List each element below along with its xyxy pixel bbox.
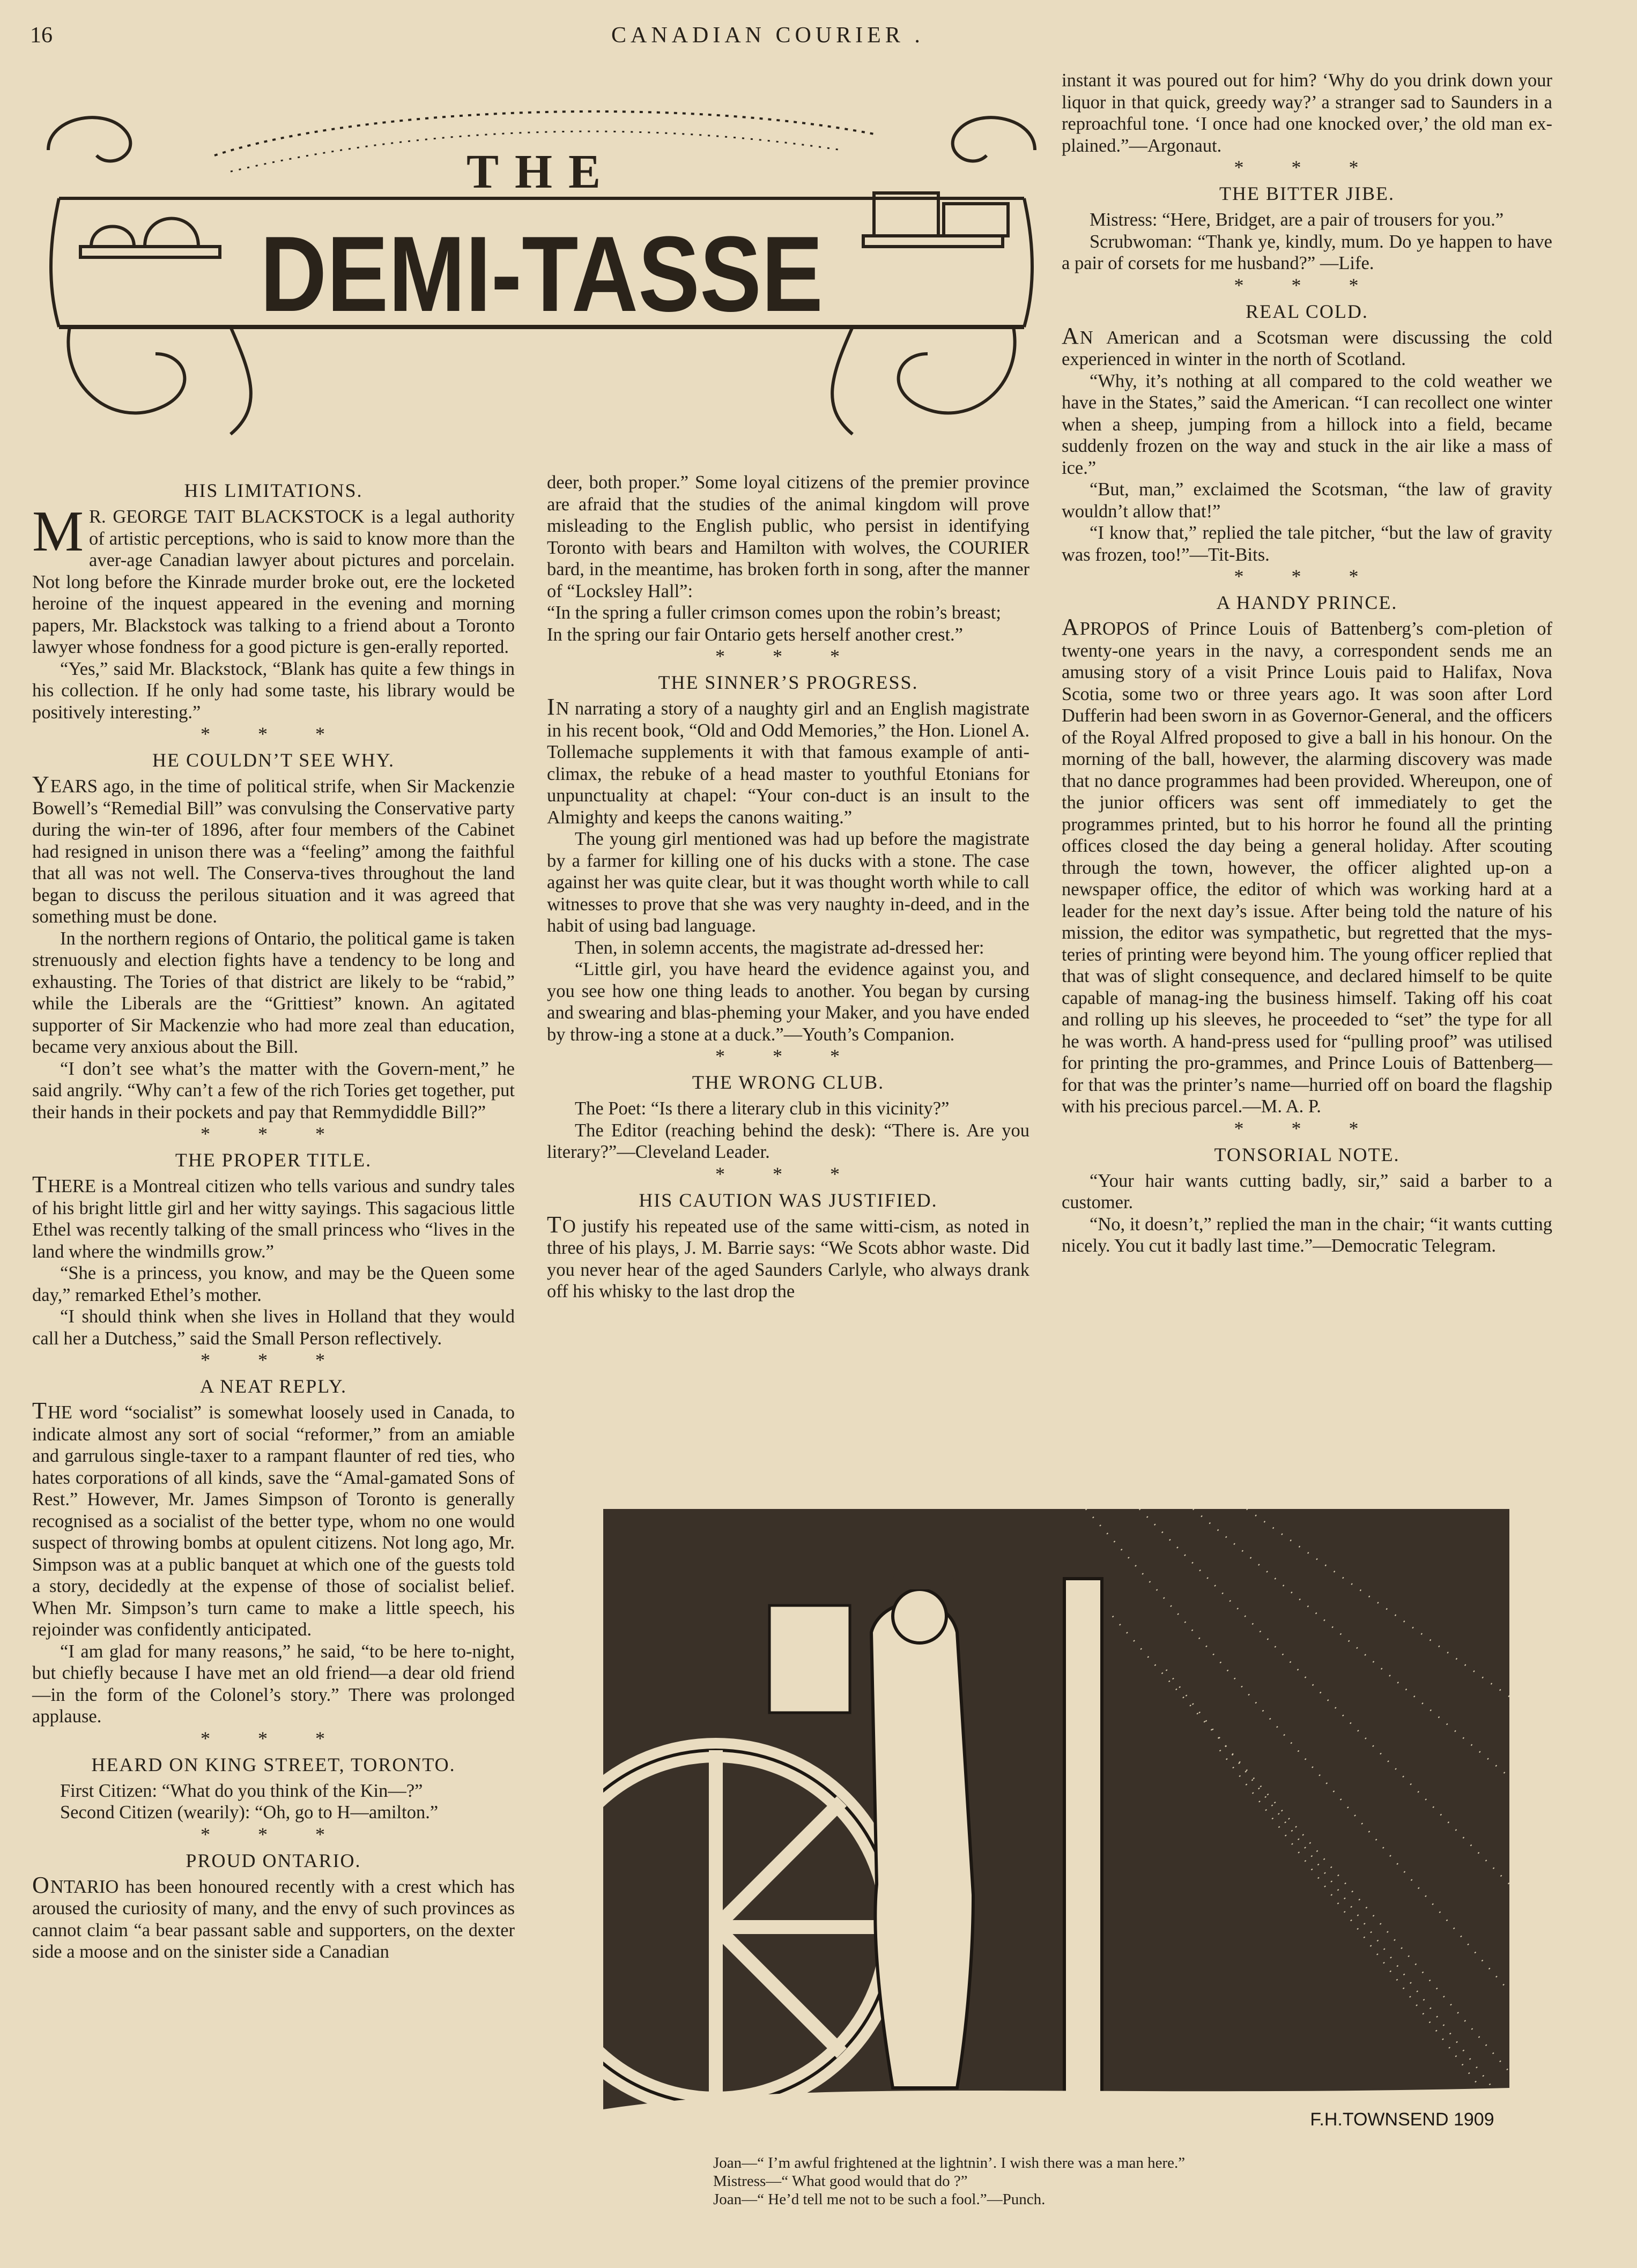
initial-letter: O [32,1871,49,1898]
paragraph: “But, man,” exclaimed the Scotsman, “the law of gravity wouldn’t allow that!” [1062,479,1552,522]
paragraph: In the northern regions of Ontario, the political game is taken strenuously and election fights have a tendency to be long and exhausting. The Tories of that district are likely to be “rabid,” while the Liberals are the “Grittiest” known. An agitated supporter of Sir Mackenzie who had more zeal than education, became very anxious about the Bill. [32,928,515,1057]
paragraph: deer, both proper.” Some loyal citizens of the premier province are afraid that the studies of the animal kingdom will prove misleading to the English public, who persist in identifying Toronto with bears and Hamilton with wolves, the COURIER bard, in the meantime, has broken forth in song, after the manner of “Locksley Hall”: [547,472,1029,601]
paragraph [547,694,1029,828]
paragraph [32,500,515,658]
paragraph [32,1171,515,1262]
paragraph [32,771,515,928]
section-divider: * * * [201,1123,346,1144]
section-divider: * * * [201,1349,346,1371]
paragraph [547,1211,1029,1303]
artist-signature: F.H.TOWNSEND 1909 [1310,2109,1494,2130]
article-heading: THE SINNER’S PROGRESS. [658,672,919,693]
article-heading: REAL COLD. [1246,300,1368,322]
paragraph: “I am glad for many reasons,” he said, “to be here to-night, but chiefly because I have met an old friend—a dear old friend—in the form of the Colonel’s story.” There was prolonged applause. [32,1641,515,1727]
paragraph [32,1871,515,1963]
initial-letter: M [32,500,84,563]
page-number: 16 [30,23,53,48]
paragraph: The Poet: “Is there a literary club in this vicinity?” [575,1098,950,1119]
section-divider: * * * [1234,566,1380,587]
article-heading: A NEAT REPLY. [199,1375,347,1397]
paragraph-text: N narrating a story of a naughty girl and an English magistrate in his recent book, “Old and Odd Memories,” the Hon. Lionel A. Tollemache supplements it with that famous example of anti-climax, the rebuke of a head master to youthful Etonians for unpunctuality at chapel: “Your con-duct is an insult to the Almighty and keeps the canons waiting.” [547,698,1029,828]
banner-title-demi-tasse: DEMI-TASSE [260,214,823,334]
caption-line: Joan—“ I’m awful frightened at the lightnin’. I wish there was a man here.” [713,2154,1186,2172]
article-heading: THE WRONG CLUB. [692,1072,885,1093]
section-divider: * * * [1234,1117,1380,1139]
article-heading: PROUD ONTARIO. [186,1849,361,1871]
paragraph: Second Citizen (wearily): “Oh, go to H—amilton.” [60,1802,439,1823]
paragraph: The young girl mentioned was had up before the magistrate by a farmer for killing one of his ducks with a stone. The case against her was quite clear, but it was thought worth while to call witnesses to prove that she was very naughty in-deed, and in the habit of using bad language. [547,829,1029,936]
paragraph [32,1397,515,1641]
article-heading: HEARD ON KING STREET, TORONTO. [91,1753,456,1775]
paragraph: First Citizen: “What do you think of the Kin—?” [60,1780,423,1801]
cartoon-illustration [603,1509,1509,2141]
paragraph: “No, it doesn’t,” replied the man in the chair; “it wants cutting nicely. You cut it badly last time.”—Democratic Telegram. [1062,1214,1552,1256]
section-divider: * * * [201,723,346,745]
paragraph-text: N American and a Scotsman were discussing the cold experienced in winter in the north of Scotland. [1062,327,1552,369]
paragraph-text: HE word “socialist” is somewhat loosely used in Canada, to indicate almost any sort of social “reformer,” from an amiable and garrulous single-taxer to a rampant flaunter of red ties, who hates corporations of all kinds, save the “Amal-gamated Sons of Rest.” However, Mr. James Simpson of Toronto is generally recognised as a socialist of the better type, whom no one would suspect of throwing bombs at opulent citizens. Not long ago, Mr. Simpson was at a public banquet at which one of the guests told a story, decidedly at the expense of those of socialist belief. When Mr. Simpson’s turn came to make a little speech, his rejoinder was confidently anticipated. [32,1402,515,1640]
demi-tasse-banner [38,86,1046,450]
column-1 [32,472,515,1963]
paragraph-text: PROPOS of Prince Louis of Battenberg’s com-pletion of twenty-one years in the navy, a correspondent sends me an amusing story of a visit Prince Louis paid to Halifax, Nova Scotia, some two or three years ago. It was soon after Lord Dufferin had been sworn in as Governor-General, and the officers of the Royal Alfred proposed to give a ball in his honour. On the morning of the ball, however, the alarming discovery was made that no dance programmes had been provided. Whereupon, one of the junior officers was sent off immediately to get the programmes printed, but to his horror he found all the printing offices closed the day being a general holiday. After scouting through the town, however, the officer alighted up-on a newspaper office, the editor of which was working hard at a leader for the next day’s issue. After being told the nature of his mission, the editor was sympathetic, but regretted that the mys-teries of printing were beyond him. The young officer replied that that was of slight consequence, and declared himself to be quite capable of manag-ing the business himself. Taking off his coat and rolling up his sleeves, he proceeded to “set” the type for all he was worth. A hand-press used for “pulling proof” was utilised for printing the pro-grammes, and Prince Louis of Battenberg—for that was the printer’s name—hurried off on board the flagship with his precious parcel.—M. A. P. [1062,619,1552,1117]
article-heading: THE PROPER TITLE. [175,1149,372,1171]
initial-letter: T [32,1397,47,1424]
paragraph-text: EARS ago, in the time of political strife, when Sir Mackenzie Bowell’s “Remedial Bill” was convulsing the Conservative party during the win-ter of 1896, after four members of the Cabinet had resigned in unison there was a “feeling” among the faithful that all was not well. The Conserva-tives throughout the land began to discuss the perilous situation and it was agreed that something must be done. [32,776,515,927]
column-3 [1062,70,1552,1257]
running-title: CANADIAN COURIER . [611,23,924,48]
paragraph: “Little girl, you have heard the evidence against you, and you see how one thing leads to another. You began by cursing and swearing and blas-pheming your Maker, and you have ended by throw-ing a stone at a duck.”—Youth’s Companion. [547,959,1029,1045]
caption-line: Joan—“ He’d tell me not to be such a fool.”—Punch. [713,2191,1046,2208]
initial-letter: A [1062,614,1079,640]
paragraph: “Yes,” said Mr. Blackstock, “Blank has quite a few things in his collection. If he only had some taste, his library would be positively interesting.” [32,658,515,723]
section-divider: * * * [201,1823,346,1845]
paragraph-text: HERE is a Montreal citizen who tells various and sundry tales of his bright little girl and her witty sayings. This sagacious little Ethel was recently talking of the small princess who “lives in the land where the windmills grow.” [32,1176,515,1262]
initial-letter: T [32,1171,47,1198]
section-divider: * * * [715,645,861,667]
paragraph-text: NTARIO has been honoured recently with a crest which has aroused the curiosity of many, and the envy of such provinces as cannot claim “a bear passant sable and supporters, on the dexter side a moose and on the sinister side a Canadian [32,1876,515,1962]
paragraph: Scrubwoman: “Thank ye, kindly, mum. Do ye happen to have a pair of corsets for me husband?” —Life. [1062,231,1552,273]
paragraph: “She is a princess, you know, and may be the Queen some day,” remarked Ethel’s mother. [32,1263,515,1305]
section-divider: * * * [715,1045,861,1067]
paragraph: “Your hair wants cutting badly, sir,” said a barber to a customer. [1062,1170,1552,1213]
cartoon-caption [713,2154,1410,2208]
paragraph-text: R. GEORGE TAIT BLACKSTOCK is a legal authority of artistic perceptions, who is said to know more than the aver-age Canadian lawyer about pictures and porcelain. Not long before the Kinrade murder broke out, ere the locketed heroine of the inquest appeared in the evening and morning papers, Mr. Blackstock was talking to a friend about a Toronto lawyer whose fondness for a good picture is gen-erally reported. [32,507,515,657]
section-divider: * * * [715,1163,861,1185]
initial-letter: I [547,694,555,720]
initial-letter: T [547,1211,561,1238]
paragraph: instant it was poured out for him? ‘Why do you drink down your liquor in that quick, greedy way?’ a stranger sad to Saunders in a reproachful tone. ‘I once had one knocked over,’ the old man ex-plained.”—Argonaut. [1062,70,1552,156]
verse-line: “In the spring a fuller crimson comes upon the robin’s breast; [547,603,1001,623]
section-divider: * * * [1234,157,1380,178]
article-heading: HE COULDN’T SEE WHY. [152,749,395,771]
article-heading: HIS CAUTION WAS JUSTIFIED. [639,1189,938,1211]
caption-line: Mistress—“ What good would that do ?” [713,2173,968,2190]
section-divider: * * * [201,1727,346,1749]
paragraph: “I don’t see what’s the matter with the Govern-ment,” he said angrily. “Why can’t a few of the rich Tories get together, put their hands in their pockets and pay that Remmydiddle Bill?” [32,1058,515,1122]
paragraph: Then, in solemn accents, the magistrate ad-dressed her: [575,937,984,958]
verse-line: In the spring our fair Ontario gets herself another crest.” [547,624,963,645]
article-heading: A HANDY PRINCE. [1216,592,1398,613]
initial-letter: Y [32,771,49,798]
article-heading: TONSORIAL NOTE. [1214,1143,1400,1165]
banner-title-the: THE [466,145,617,198]
initial-letter: A [1062,322,1079,349]
column-2 [547,472,1029,1303]
paragraph-text: O justify his repeated use of the same witti-cism, as noted in three of his plays, J. M. Barrie says: “We Scots abhor waste. Did you never hear of the aged Saunders Carlyle, who always drank off his whisky to the last drop the [547,1216,1029,1302]
paragraph [1062,322,1552,370]
article-heading: THE BITTER JIBE. [1219,183,1395,204]
paragraph [1062,614,1552,1118]
section-divider: * * * [1234,274,1380,296]
paragraph: “I should think when she lives in Holland that they would call her a Dutchess,” said the Small Person reflectively. [32,1306,515,1349]
article-heading: HIS LIMITATIONS. [184,480,363,501]
paragraph: Mistress: “Here, Bridget, are a pair of trousers for you.” [1090,210,1504,230]
paragraph: “Why, it’s nothing at all compared to the cold weather we have in the States,” said the American. “I can recollect one winter when a sheep, jumping from a hillock into a field, became suddenly frozen on the way and stuck in the air like a mass of ice.” [1062,370,1552,478]
paragraph: “I know that,” replied the tale pitcher, “but the law of gravity was frozen, too!”—Tit-Bits. [1062,523,1552,565]
paragraph: The Editor (reaching behind the desk): “There is. Are you literary?”—Cleveland Leader. [547,1120,1029,1162]
